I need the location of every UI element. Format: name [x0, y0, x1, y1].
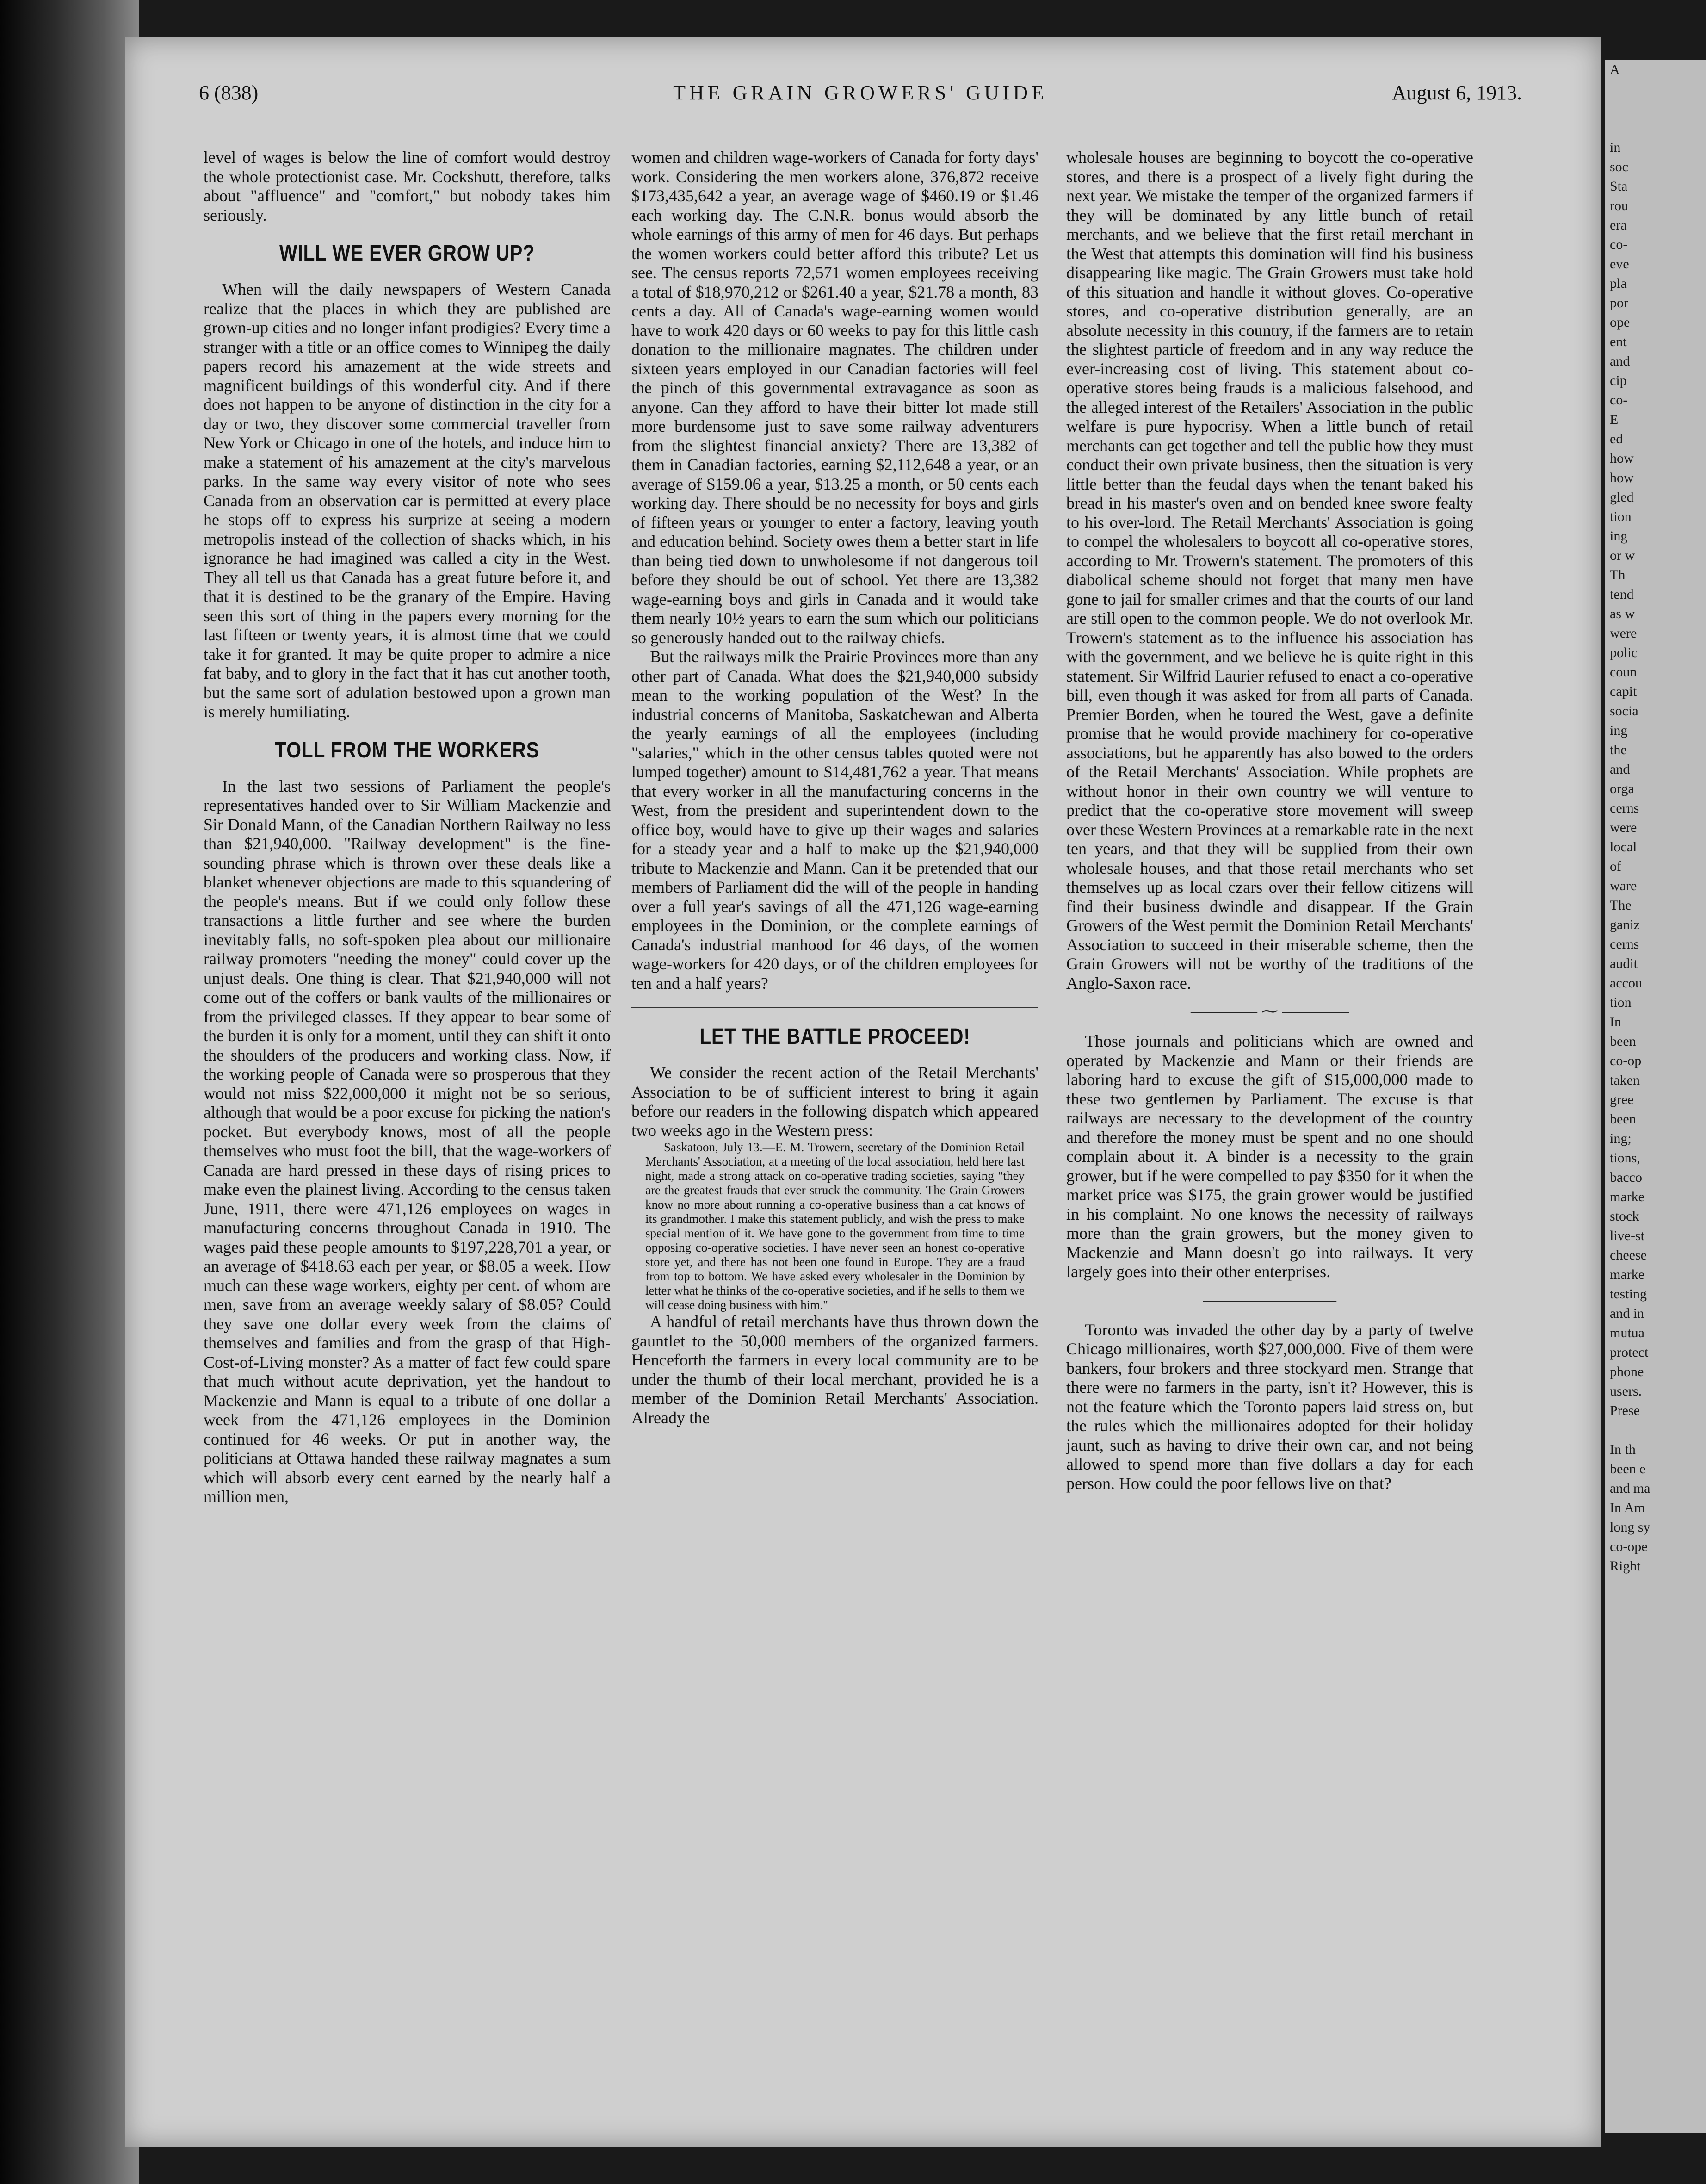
edge-fragment: cerns — [1610, 800, 1639, 816]
edge-fragment: tion — [1610, 995, 1632, 1010]
page-number: 6 (838) — [199, 81, 259, 104]
edge-fragment: users. — [1610, 1384, 1642, 1399]
edge-fragment: the — [1610, 742, 1627, 757]
issue-date: August 6, 1913. — [1391, 81, 1522, 104]
edge-fragment: ing; — [1610, 1131, 1632, 1146]
edge-fragment: The — [1610, 898, 1632, 913]
headline: TOLL FROM THE WORKERS — [275, 738, 539, 763]
edge-fragment: In Am — [1610, 1500, 1645, 1515]
edge-fragment: pla — [1610, 276, 1627, 291]
edge-fragment: coun — [1610, 664, 1637, 680]
edge-fragment: been — [1610, 1034, 1636, 1049]
edge-fragment: cerns — [1610, 937, 1639, 952]
edge-fragment: In — [1610, 1014, 1621, 1030]
column-rule — [631, 1007, 1038, 1008]
edge-fragment: A — [1610, 62, 1620, 77]
column-2 — [631, 148, 1038, 1427]
edge-fragment: orga — [1610, 781, 1634, 796]
edge-fragment — [1605, 80, 1706, 99]
edge-fragment: been — [1610, 1111, 1636, 1127]
edge-fragment: Prese — [1610, 1403, 1640, 1418]
facing-page-edge — [1605, 60, 1706, 2133]
page-header — [199, 81, 1522, 113]
edge-fragment: gree — [1610, 1092, 1634, 1107]
edge-fragment: how — [1610, 451, 1634, 466]
edge-fragment: accou — [1610, 975, 1642, 991]
headline: WILL WE EVER GROW UP? — [279, 241, 535, 266]
edge-fragment: marke — [1610, 1189, 1644, 1204]
edge-fragment: co- — [1610, 392, 1628, 408]
edge-fragment: co-op — [1610, 1053, 1642, 1068]
edge-fragment: capit — [1610, 684, 1637, 699]
edge-fragment: local — [1610, 839, 1637, 855]
edge-fragment: eve — [1610, 256, 1629, 272]
edge-fragment: co- — [1610, 237, 1628, 252]
paragraph: In the last two sessions of Parliament the people's representatives handed over to Sir William Mackenzie and Sir Donald Mann, of the Canadian Northern Railway no less than $21,940,000. "Railway development" is the fine-sounding phrase which is thrown over these deals like a blanket whenever objections are made to this squandering of the people's means. But if we could only follow these transactions a little further and see where the burden inevitably falls, no soft-spoken plea about our millionaire railway promoters "needing the money" could cover up the unjust deals. One thing is clear. That $21,940,000 will not come out of the coffers or bank vaults of the millionaires or from the privileged classes. If they appear to bear some of the burden it is only for a moment, until they can shift it onto the shoulders of the producers and working class. Now, if the working people of Canada were so prosperous that they would not miss $22,000,000 it might not be so serious, although that would be a poor excuse for picking the nation's pocket. But everybody knows, most of all the people themselves who must foot the bill, that the wage-workers of Canada are hard pressed in these days of rising prices to make even the plainest living. According to the census taken June, 1911, there were 471,126 employees on wages in manufacturing concerns throughout Canada in 1910. The wages paid these people amounts to $197,228,701 a year, or an average of $418.63 each per year, or $8.05 a week. How much can these wage workers, eighty per cent. of whom are men, save from an average weekly salary of $8.05? Could they save one dollar every week from the claims of themselves and families and from the grasp of that High-Cost-of-Living monster? As a matter of fact few could spare that much without acute deprivation, yet the handout to Mackenzie and Mann is equal to a tribute of one dollar a week from the 471,126 employees in the Dominion continued for 46 weeks. Or put in another way, the politicians at Ottawa handed these railway magnates a sum which will absorb every cent earned by the nearly half a million men, — [204, 776, 611, 1506]
edge-fragment: bacco — [1610, 1170, 1642, 1185]
edge-fragment: tend — [1610, 587, 1634, 602]
edge-fragment: ed — [1610, 431, 1623, 447]
edge-fragment: how — [1610, 470, 1634, 485]
edge-fragment: ing — [1610, 528, 1628, 544]
paragraph: wholesale houses are beginning to boycott the co-operative stores, and there is a prospect of a lively fight during the next year. We mistake the temper of the organized farmers if they will be dominated by any little bunch of retail merchants, and we believe that the first retail merchant in the West that attempts this domination will find his business disappearing like magic. The Grain Growers must take hold of this situation and handle it without gloves. Co-operative stores, and co-operative distribution generally, are an absolute necessity in this country, if the farmers are to retain the slightest particle of freedom and in any way reduce the ever-increasing cost of living. This statement about co-operative stores being frauds is a malicious falsehood, and the alleged interest of the Retailers' Association in the public welfare is pure hypocrisy. When a little bunch of retail merchants can get together and tell the public how they must conduct their own private business, then the situation is very little better than the feudal days when the tenant baked his bread in his master's oven and on bended knee swore fealty to his over-lord. The Retail Merchants' Association is going to compel the wholesalers to boycott all co-operative stores, according to Mr. Trowern's statement. The promoters of this diabolical scheme should not forget that many men have gone to jail for smaller crimes and that the courts of our land are still open to the common people. We do not overlook Mr. Trowern's statement as to the influence his association has with the government, and we believe he is quite right in this statement. Sir Wilfrid Laurier refused to enact a co-operative bill, even though it was asked for from all parts of Canada. Premier Borden, when he toured the West, gave a definite promise that he would provide machinery for co-operative associations, but he apparently has also bowed to the orders of the Retail Merchants' Association. While prophets are without honor in their own country we will venture to predict that the co-operative store movement will sweep over these Western Provinces at a remarkable rate in the next ten years, and that they will be supplied from their own wholesale houses, and that those retail merchants who set themselves up as local czars over their fellow citizens will find their business dwindle and disappear. If the Grain Growers of the West permit the Dominion Retail Merchants' Association to succeed in their miserable scheme, then the Grain Growers will not be worthy of the traditions of the Anglo-Saxon race. — [1066, 148, 1473, 993]
edge-fragment — [1605, 99, 1706, 118]
edge-fragment: or w — [1610, 548, 1635, 563]
edge-fragment: and — [1610, 354, 1630, 369]
edge-fragment: Right — [1610, 1558, 1641, 1574]
separator-ornament: ———————— — [1203, 1290, 1336, 1309]
edge-fragment: tions, — [1610, 1150, 1640, 1166]
edge-fragment: were — [1610, 626, 1637, 641]
edge-fragment — [1605, 118, 1706, 138]
edge-fragment: gled — [1610, 490, 1634, 505]
edge-fragment: E — [1610, 412, 1619, 427]
edge-fragment: audit — [1610, 956, 1638, 971]
edge-fragment: and ma — [1610, 1481, 1650, 1496]
headline: LET THE BATTLE PROCEED! — [699, 1024, 970, 1049]
paragraph: Toronto was invaded the other day by a party of twelve Chicago millionaires, worth $27,000,000. Five of them were bankers, four brokers and three stockyard men. Strange that there were no farmers in the party, isn't it? However, this is not the feature which the Toronto papers laid stress on, but the rules which the millionaires adopted for their holiday jaunt, such as having to drive their own car, and not being allowed to spend more than five dollars a day for each person. How could the poor fellows live on that? — [1066, 1320, 1473, 1493]
edge-fragment: ent — [1610, 334, 1627, 349]
edge-fragment: taken — [1610, 1073, 1640, 1088]
edge-fragment: and — [1610, 762, 1630, 777]
edge-fragment: rou — [1610, 198, 1628, 213]
paragraph: When will the daily newspapers of Western Canada realize that the places in which they are published are grown-up cities and no longer infant prodigies? Every time a stranger with a title or an office comes to Winnipeg the daily papers record his amazement at the wide streets and magnificent buildings of this wonderful city. And if there does not happen to be anyone of distinction in the city for a day or two, they discover some commercial traveller from New York or Chicago in one of the hotels, and induce him to make a statement of his amazement at the city's marvelous parks. In the same way every visitor of note who sees Canada from an observation car is permitted at every place he stops off to express his surprize at seeing a modern metropolis instead of the collection of shacks which, in his ignorance he had imagined was called a city in the West. They all tell us that Canada has a great future before it, and that it is destined to be the granary of the Empire. Having seen this sort of thing in the papers every morning for the last fifteen or twenty years, it is almost time that we could take it for granted. It may be quite proper to admire a nice fat baby, and to glory in the fact that it has cut another tooth, but the same sort of adulation bestowed upon a grown man is merely humiliating. — [204, 280, 611, 721]
book-binding — [0, 0, 139, 2184]
paragraph: We consider the recent action of the Retail Merchants' Association to be of sufficient interest to bring it again before our readers in the following dispatch which appeared two weeks ago in the Western press: — [631, 1063, 1038, 1140]
edge-fragment: In th — [1610, 1442, 1636, 1457]
edge-fragment: long sy — [1610, 1520, 1650, 1535]
paragraph: A handful of retail merchants have thus thrown down the gauntlet to the 50,000 members of the organized farmers. Henceforth the farmers in every local community are to be under the thumb of their local merchant, provided he is a member of the Dominion Retail Merchants' Association. Already the — [631, 1312, 1038, 1427]
edge-fragment: cip — [1610, 373, 1627, 388]
paragraph: Those journals and politicians which are owned and operated by Mackenzie and Mann or their friends are laboring hard to excuse the gift of $15,000,000 made to these two gentlemen by Parliament. The excuse is that railways are necessary to the development of the country and therefore the money must be spent and no one should complain about it. A binder is a necessity to the grain grower, but if he were compelled to pay $350 for it when the market price was $175, the grain grower would be justified in his complaint. No one knows the necessity of railways more than the grain growers, but the money given to Mackenzie and Mann doesn't go into railways. It very largely goes into their other enterprises. — [1066, 1032, 1473, 1281]
edge-fragment: protect — [1610, 1345, 1649, 1360]
quoted-dispatch: Saskatoon, July 13.—E. M. Trowern, secretary of the Dominion Retail Merchants' Association, at a meeting of the local association, held here last night, made a strong attack on co-operative trading societies, saying "they are the greatest frauds that ever struck the community. The Grain Growers know no more about running a co-operative business than a cat knows of its grandmother. I make this statement publicly, and wish the press to make special mention of it. We have gone to the government from time to time opposing co-operative societies. I have never seen an honest co-operative store yet, and there has not been one found in Europe. They are a fraud from top to bottom. We have asked every wholesaler in the Dominion by letter what he thinks of the co-operative societies, and if he sells to them we will cease doing business with him." — [645, 1140, 1025, 1312]
edge-fragment: marke — [1610, 1267, 1644, 1282]
edge-fragment: ware — [1610, 878, 1637, 893]
edge-fragment: as w — [1610, 606, 1635, 621]
edge-fragment: cheese — [1610, 1247, 1647, 1263]
column-1 — [204, 148, 611, 1507]
edge-fragment: and in — [1610, 1306, 1644, 1321]
publication-title: THE GRAIN GROWERS' GUIDE — [673, 81, 1048, 104]
edge-fragment: Sta — [1610, 179, 1628, 194]
edge-fragment: soc — [1610, 159, 1628, 174]
edge-fragment: testing — [1610, 1286, 1647, 1302]
edge-fragment: tion — [1610, 509, 1632, 524]
column-3 — [1066, 148, 1473, 1493]
edge-fragment: ing — [1610, 723, 1628, 738]
edge-fragment — [1605, 1421, 1706, 1440]
edge-fragment: Th — [1610, 567, 1626, 583]
edge-fragment: por — [1610, 295, 1628, 310]
paragraph: women and children wage-workers of Canada for forty days' work. Considering the men workers alone, 376,872 receive $173,435,642 a year, an average wage of $460.19 or $1.46 each working day. The C.N.R. bonus would absorb the whole earnings of this army of men for 46 days. But perhaps the women workers could better afford this tribute? Let us see. The census reports 72,571 women employees receiving a total of $18,970,212 or $261.40 a year, $21.78 a month, 83 cents a day. All of Canada's wage-earning women would have to work 420 days or 60 weeks to pay for this little cash donation to the millionaire magnates. The children under sixteen years employed in our Canadian factories will feel the pinch of this governmental extravagance as soon as anyone. Can they afford to have their bitter lot made still more burdensome just to save some railway adventurers from the slightest financial anxiety? There are 13,382 of them in Canadian factories, earning $2,112,648 a year, or an average of $159.06 a year, $13.25 a month, or 50 cents each working day. There should be no necessity for boys and girls of fifteen years or younger to enter a factory, leaving youth and education behind. Society owes them a better start in life than being tied down to unwholesome if not dangerous toil before they should be out of school. Yet there are 13,382 wage-earning boys and girls in Canada and it would take them nearly 10½ years to earn the sum which our politicians so generously handed out to the railway chiefs. — [631, 148, 1038, 647]
edge-fragment: polic — [1610, 645, 1638, 660]
separator-ornament: ———— ⁓ ———— — [1191, 1002, 1349, 1020]
edge-fragment: era — [1610, 217, 1627, 233]
edge-fragment: were — [1610, 820, 1637, 835]
edge-fragment: of — [1610, 859, 1621, 874]
edge-fragment: ope — [1610, 315, 1630, 330]
paragraph: But the railways milk the Prairie Provinces more than any other part of Canada. What does the $21,940,000 subsidy mean to the working population of the West? In the industrial concerns of Manitoba, Saskatchewan and Alberta the yearly earnings of all the employees (including "salaries," which in the other census tables quoted were not lumped together) amount to $14,481,762 a year. That means that every worker in all the manufacturing concerns in the West, from the president and superintendent down to the office boy, would have to give up their wages and salaries for a steady year and a half to make up the $21,940,000 tribute to Mackenzie and Mann. Can it be pretended that our members of Parliament did the will of the people in handing over a full year's savings of all the 471,126 wage-earning employees in the Dominion, or the complete earnings of Canada's industrial manhood for 46 days, of the women wage-workers for 420 days, or of the children employees for ten and a half years? — [631, 647, 1038, 993]
edge-fragment: live-st — [1610, 1228, 1644, 1243]
paragraph: level of wages is below the line of comfort would destroy the whole protectionist case. Mr. Cockshutt, therefore, talks about "affluence" and "comfort," but nobody takes him seriously. — [204, 148, 611, 224]
edge-fragment: ganiz — [1610, 917, 1640, 932]
edge-fragment: mutua — [1610, 1325, 1644, 1340]
edge-fragment: phone — [1610, 1364, 1644, 1379]
edge-fragment: in — [1610, 140, 1621, 155]
edge-fragment: socia — [1610, 703, 1638, 719]
edge-fragment: stock — [1610, 1209, 1639, 1224]
edge-fragment: co-ope — [1610, 1539, 1648, 1554]
edge-fragment: been e — [1610, 1461, 1646, 1477]
